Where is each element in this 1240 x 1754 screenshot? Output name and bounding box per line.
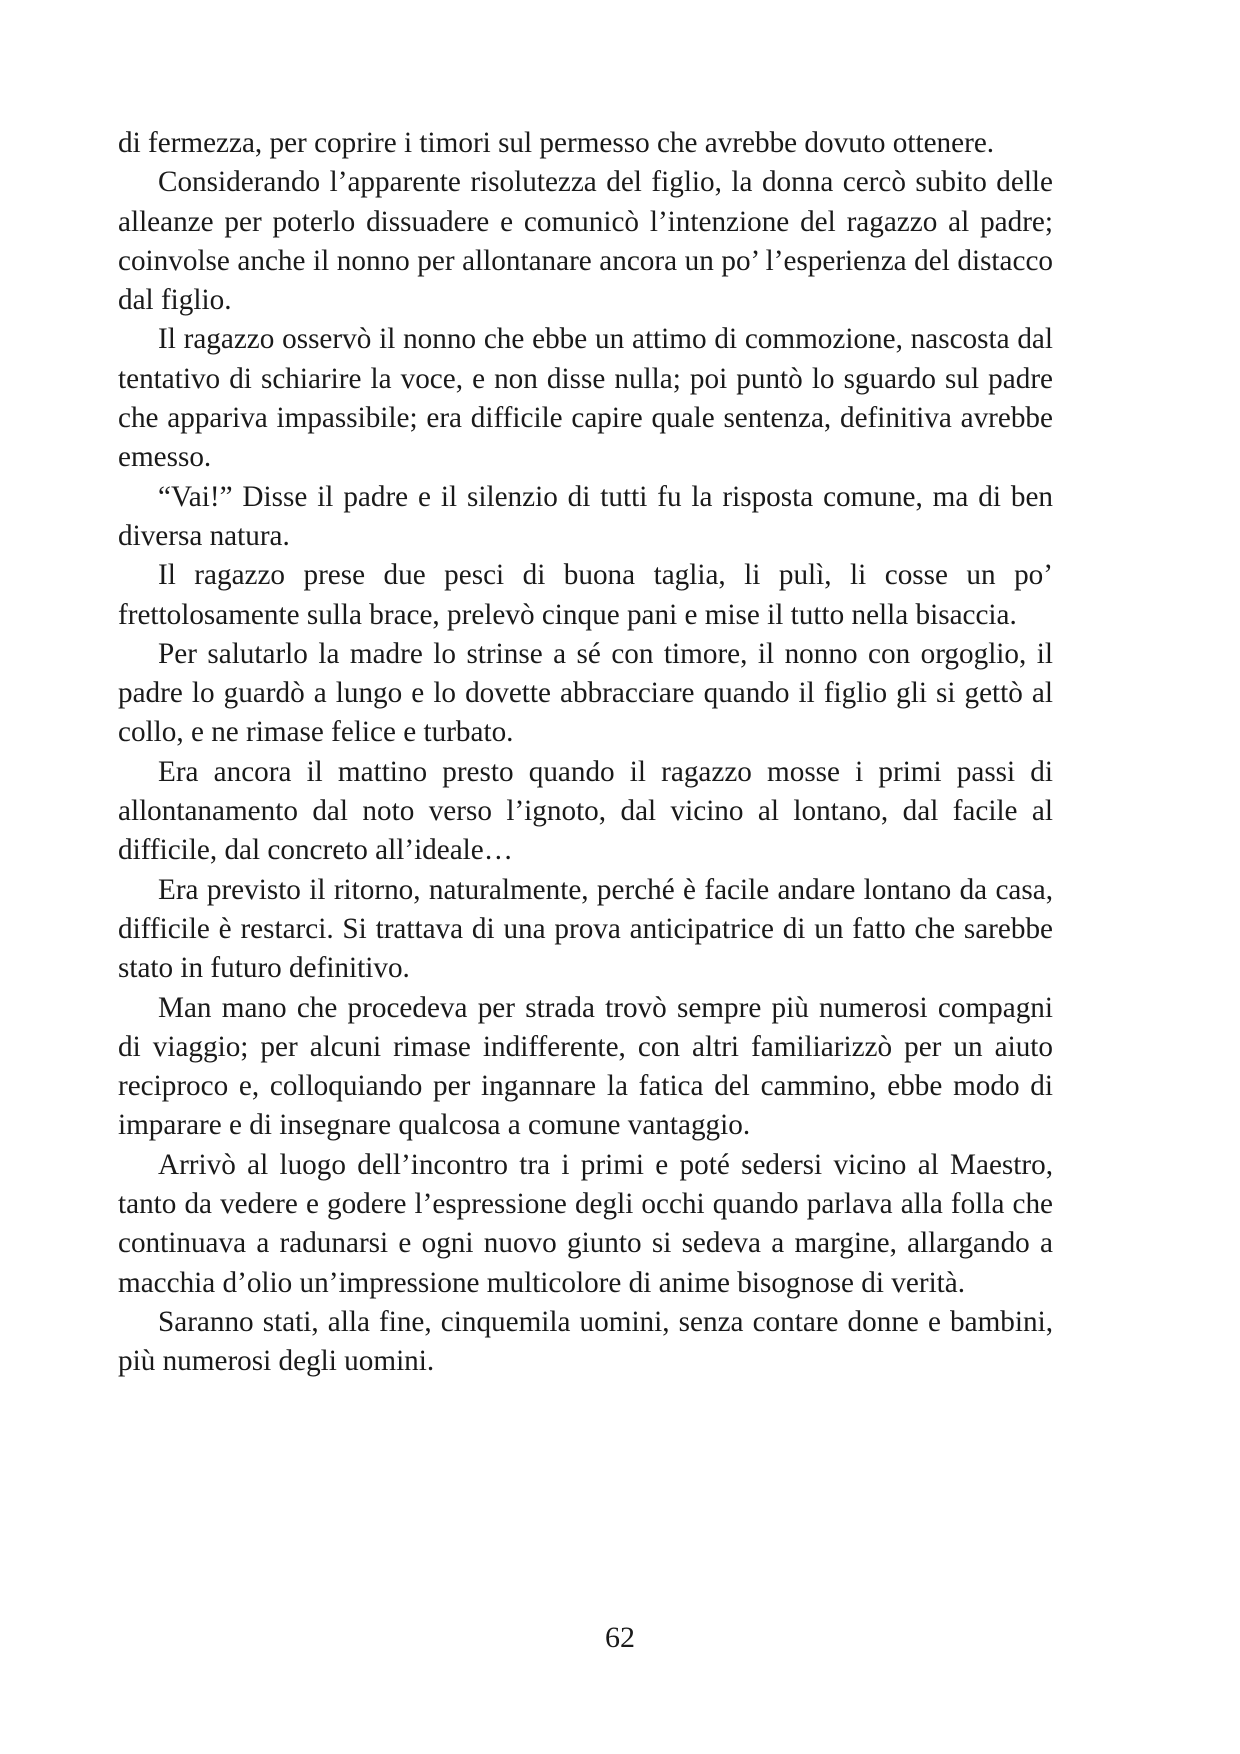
paragraph-10: Arrivò al luogo dell’incontro tra i primi e poté sedersi vicino al Maestro, tanto da vedere e godere l’espressione degli occhi quando parlava alla folla che continuava a radunarsi e ogni nuovo giunto si sedeva a margine, allargando a macchia d’olio un’impressione multicolore di anime bisognose di verità. — [118, 1148, 1053, 1299]
paragraph-5: Il ragazzo prese due pesci di buona taglia, li pulì, li cosse un po’ frettolosamente sulla brace, prelevò cinque pani e mise il tutto nella bisaccia. — [118, 559, 1053, 631]
paragraph-8: Era previsto il ritorno, naturalmente, perché è facile andare lontano da casa, difficile è restarci. Si trattava di una prova anticipatrice di un fatto che sarebbe stato in futuro definitivo. — [118, 873, 1053, 985]
paragraph-2: Considerando l’apparente risolutezza del figlio, la donna cercò subito delle alleanze per poterlo dissuadere e comunicò l’intenzione del ragazzo al padre; coinvolse anche il nonno per allontanare ancora un po’ l’esperienza del distacco dal figlio. — [118, 166, 1053, 317]
paragraph-4: “Vai!” Disse il padre e il silenzio di tutti fu la risposta comune, ma di ben diversa natura. — [118, 480, 1053, 552]
paragraph-3: Il ragazzo osservò il nonno che ebbe un attimo di commozione, nascosta dal tentativo di schiarire la voce, e non disse nulla; poi puntò lo sguardo sul padre che appariva impassibile; era difficile capire quale sentenza, definitiva avrebbe emesso. — [118, 323, 1053, 474]
paragraph-7: Era ancora il mattino presto quando il ragazzo mosse i primi passi di allontanamento dal noto verso l’ignoto, dal vicino al lontano, dal facile al difficile, dal concreto all’ideale… — [118, 755, 1053, 867]
paragraph-1: di fermezza, per coprire i timori sul permesso che avrebbe dovuto ottenere. — [118, 127, 995, 159]
paragraph-6: Per salutarlo la madre lo strinse a sé con timore, il nonno con orgoglio, il padre lo guardò a lungo e lo dovette abbracciare quando il figlio gli si gettò al collo, e ne rimase felice e turbato. — [118, 637, 1053, 749]
body-text — [118, 124, 1053, 1382]
page-number: 62 — [605, 1621, 635, 1654]
paragraph-9: Man mano che procedeva per strada trovò sempre più numerosi compagni di viaggio; per alcuni rimase indifferente, con altri familiarizzò per un aiuto reciproco e, colloquiando per ingannare la fatica del cammino, ebbe modo di imparare e di insegnare qualcosa a comune vantaggio. — [118, 991, 1053, 1142]
paragraph-11: Saranno stati, alla fine, cinquemila uomini, senza contare donne e bambini, più numerosi degli uomini. — [118, 1305, 1053, 1378]
